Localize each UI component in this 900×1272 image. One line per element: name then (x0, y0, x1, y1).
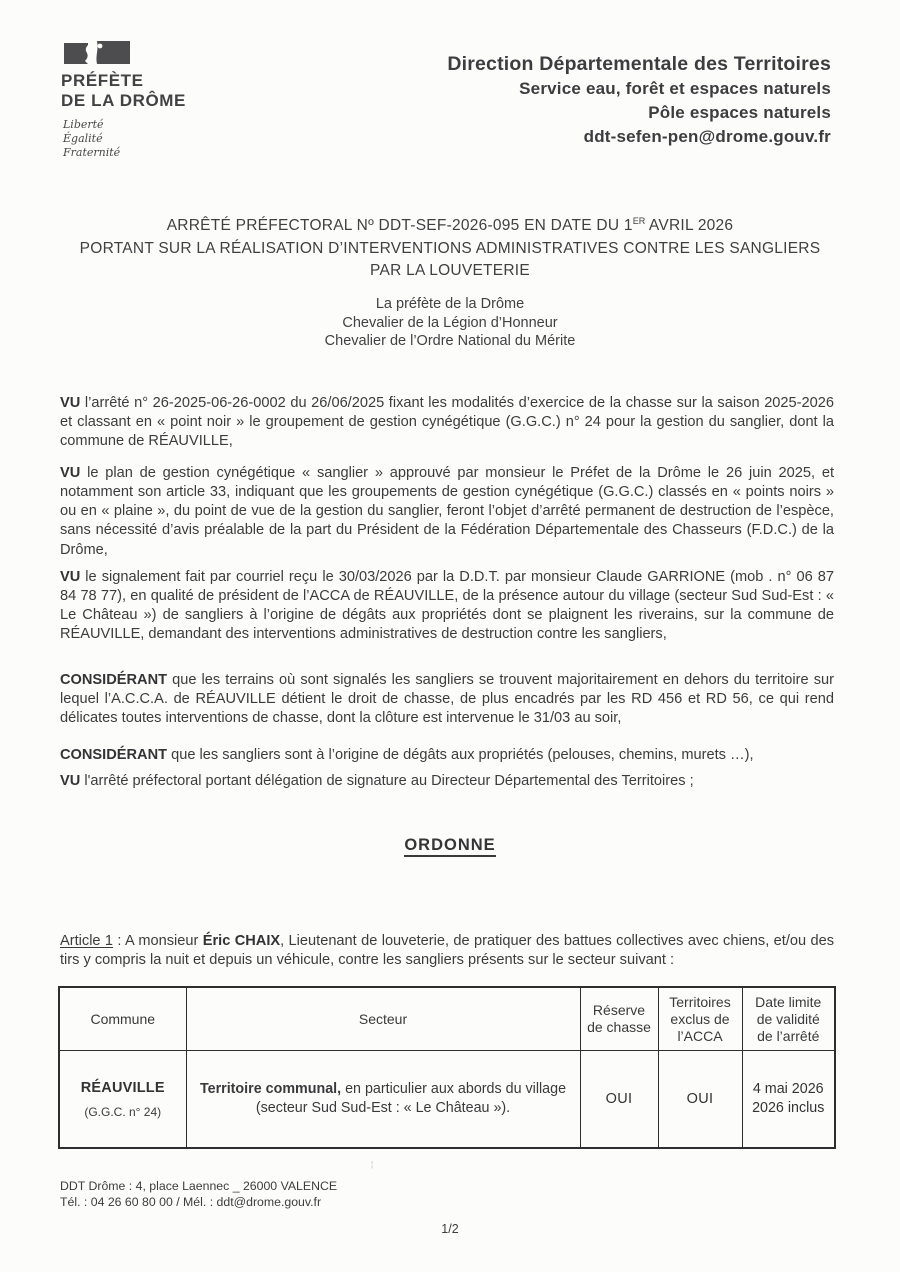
footer-contact: Tél. : 04 26 60 80 00 / Mél. : ddt@drome.gouv.fr (60, 1195, 322, 1209)
commune-ggc: (G.G.C. n° 24) (84, 1104, 162, 1119)
authority-line1: La préfète de la Drôme (375, 296, 525, 312)
decree-title (0, 210, 900, 283)
footer-block (60, 1178, 337, 1210)
footer-address: DDT Drôme : 4, place Laennec _ 26000 VALENCE (60, 1179, 338, 1193)
service-email: ddt-sefen-pen@drome.gouv.fr (583, 127, 831, 146)
authority-line2: Chevalier de la Légion d’Honneur (342, 314, 558, 331)
commune-name: RÉAUVILLE (80, 1079, 165, 1096)
table-row (59, 1051, 835, 1149)
prefecture-name-line1: PRÉFÈTE (61, 71, 144, 90)
prefecture-name-line2: DE LA DRÔME (61, 91, 186, 110)
decree-title-line3: PAR LA LOUVETERIE (370, 262, 530, 279)
recital-considerant-2: CONSIDÉRANT que les sangliers sont à l’origine de dégâts aux propriétés (pelouses, chemins, murets …), (60, 746, 754, 763)
recital-vu-3: VU le signalement fait par courriel reçu le 30/03/2026 par la D.D.T. par monsieur Claude GARRIONE (mob . n° 06 87 84 78 77), en qualité de président de l’ACCA de RÉAUVILLE, de la présence autour du village (secteur Sud Sud-Est : « Le Château ») de sangliers à l’origine de dégâts aux propriétés dont se plaignent les riverains, sur la commune de RÉAUVILLE, demandant des interventions administratives de destruction contre les sangliers, (60, 568, 834, 643)
cell-secteur: Territoire communal, en particulier aux abords du village (secteur Sud Sud-Est : « Le Château »). (186, 1051, 580, 1149)
motto-egalite: Égalité (63, 132, 103, 145)
pole-line: Pôle espaces naturels (648, 103, 831, 122)
col-header-secteur: Secteur (186, 987, 580, 1051)
decree-title-line1: ARRÊTÉ PRÉFECTORAL Nº DDT-SEF-2026-095 EN DATE DU 1ER AVRIL 2026 (166, 216, 734, 234)
service-line: Service eau, forêt et espaces naturels (519, 79, 831, 98)
marianne-flag-icon (63, 40, 137, 67)
decree-title-line2: PORTANT SUR LA RÉALISATION D’INTERVENTIONS ADMINISTRATIVES CONTRE LES SANGLIERS (79, 239, 821, 257)
lieutenant-name: Éric CHAIX (202, 932, 281, 949)
cell-territoires-exclus: OUI (658, 1051, 742, 1149)
cell-commune (59, 1051, 186, 1149)
recital-considerant-1: CONSIDÉRANT que les terrains où sont signalés les sangliers se trouvent majoritairement en dehors du territoire sur lequel l’A.C.C.A. de RÉAUVILLE détient le droit de chasse, de plus encadrés par les RD 456 et RD 56, ce qui rend délicates toutes interventions de chasse, dont la clôture est intervenue le 31/03 au soir, (60, 671, 834, 727)
cell-date-limite: 4 mai 2026 2026 inclus (742, 1051, 835, 1149)
superscript-er: ER (632, 216, 646, 226)
service-header-block (447, 52, 831, 149)
motto-fraternite: Fraternité (63, 146, 121, 159)
col-header-territoires: Territoires exclus de l’ACCA (658, 987, 742, 1051)
col-header-reserve: Réserve de chasse (580, 987, 658, 1051)
direction-title: Direction Départementale des Territoires (447, 53, 831, 75)
recital-vu-1: VU l’arrêté n° 26-2025-06-26-0002 du 26/06/2025 fixant les modalités d’exercice de la chasse sur la saison 2025-2026 et classant en « point noir » le groupement de gestion cynégétique (G.G.C.) n° 24 pour la gestion du sanglier, dont la commune de RÉAUVILLE, (60, 394, 834, 450)
authority-block (0, 295, 900, 351)
motto-liberte: Liberté (63, 118, 104, 131)
scan-artifact: ¦ (371, 1160, 374, 1169)
col-header-date-limite: Date limite de validité de l’arrêté (742, 987, 835, 1051)
motto-block (63, 118, 281, 160)
cell-reserve-chasse: OUI (580, 1051, 658, 1149)
prefecture-logo-block (61, 40, 281, 160)
authority-line3: Chevalier de l’Ordre National du Mérite (324, 333, 576, 349)
intervention-sector-table (58, 986, 836, 1149)
article-1-label: Article 1 (60, 932, 114, 949)
article-1-paragraph: Article 1 : A monsieur Éric CHAIX, Lieutenant de louveterie, de pratiquer des battues collectives avec chiens, et/ou des tirs y compris la nuit et depuis un véhicule, contre les sangliers présents sur le secteur suivant : (60, 932, 835, 968)
recital-vu-2: VU le plan de gestion cynégétique « sanglier » approuvé par monsieur le Préfet de la Drôme le 26 juin 2025, et notamment son article 33, indiquant que les groupements de gestion cynégétique (G.G.C.) classés en « points noirs » ou en « plaine », du point de vue de la gestion du sanglier, feront l’objet d’arrêté permanent de destruction de l’espèce, sans nécessité d’avis préalable de la part du Président de la Fédération Départementale des Chasseurs (F.D.C.) de la Drôme, (60, 464, 834, 558)
table-header-row (59, 987, 835, 1051)
col-header-commune: Commune (59, 987, 186, 1051)
page-number: 1/2 (441, 1222, 459, 1236)
ordonne-heading: ORDONNE (0, 836, 900, 855)
recital-vu-4: VU l'arrêté préfectoral portant délégation de signature au Directeur Départemental des Territoires ; (60, 772, 694, 789)
